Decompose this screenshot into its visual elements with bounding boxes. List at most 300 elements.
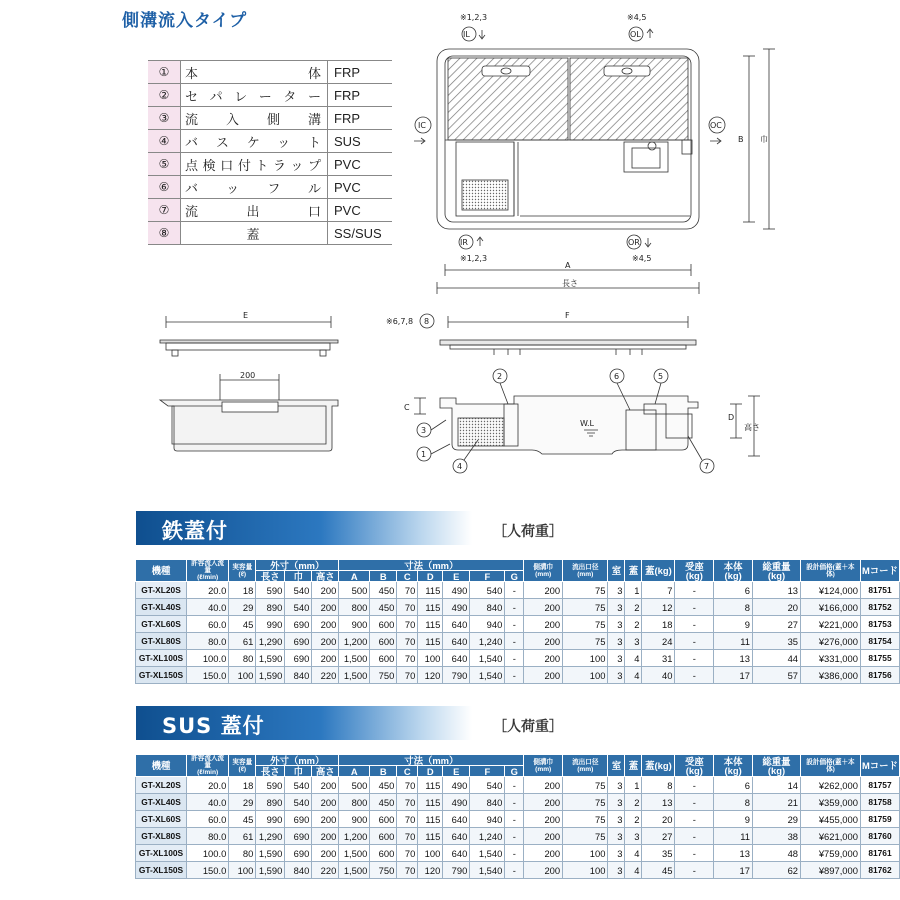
cell-seat-kg: -	[675, 811, 714, 828]
dim-c: C	[404, 403, 410, 412]
cell-a: 500	[339, 582, 370, 599]
header-dims: 寸法（mm）	[339, 755, 524, 766]
cell-lid-kg: 12	[642, 599, 675, 616]
cell-b: 600	[370, 650, 397, 667]
cell-cap: 29	[229, 794, 256, 811]
cell-seat-kg: -	[675, 650, 714, 667]
cell-body-kg: 8	[714, 794, 753, 811]
header-length: 長さ	[256, 766, 285, 777]
note-678: ※6,7,8	[386, 317, 414, 326]
cell-code: 81756	[860, 667, 899, 684]
header-e: E	[443, 766, 470, 777]
water-level-label: W.L	[580, 419, 594, 428]
cell-model: GT-XL20S	[136, 582, 187, 599]
cell-rooms: 3	[608, 633, 625, 650]
cell-model: GT-XL100S	[136, 845, 187, 862]
cell-lids: 3	[625, 633, 642, 650]
cell-d: 115	[418, 794, 443, 811]
cell-lid-kg: 45	[642, 862, 675, 879]
cell-lids: 3	[625, 828, 642, 845]
dim-b: B	[738, 135, 744, 144]
cell-len: 1,590	[256, 650, 285, 667]
cell-ditch: 200	[524, 828, 563, 845]
cell-hgt: 220	[312, 667, 339, 684]
cell-wid: 690	[285, 828, 312, 845]
cell-model: GT-XL150S	[136, 862, 187, 879]
cell-ditch: 200	[524, 599, 563, 616]
header-e: E	[443, 571, 470, 582]
cell-rooms: 3	[608, 811, 625, 828]
cell-cap: 80	[229, 650, 256, 667]
ol-label: OL	[630, 30, 641, 39]
part-material: FRP	[328, 84, 393, 107]
cell-price: ¥276,000	[801, 633, 861, 650]
part-number: ⑧	[148, 222, 181, 245]
part-material: PVC	[328, 176, 393, 199]
cell-lid-kg: 27	[642, 828, 675, 845]
cell-e: 640	[443, 828, 470, 845]
cell-hgt: 200	[312, 794, 339, 811]
cell-price: ¥455,000	[801, 811, 861, 828]
cell-ditch: 200	[524, 862, 563, 879]
cell-a: 900	[339, 616, 370, 633]
header-lid-kg: 蓋(kg)	[642, 755, 675, 777]
cell-price: ¥221,000	[801, 616, 861, 633]
cell-body-kg: 8	[714, 599, 753, 616]
header-ditch: 側溝巾(mm)	[524, 755, 563, 777]
cell-c: 70	[397, 862, 418, 879]
callout-1: 1	[421, 450, 427, 459]
flow-unit: (ℓ/min)	[197, 769, 219, 776]
cell-cap: 45	[229, 811, 256, 828]
cell-lids: 2	[625, 616, 642, 633]
header-seat-kg: 受座(kg)	[675, 755, 714, 777]
ir-label: IR	[460, 238, 468, 247]
header-lids: 蓋	[625, 755, 642, 777]
cell-f: 840	[470, 794, 505, 811]
cell-c: 70	[397, 616, 418, 633]
table-row	[136, 794, 900, 811]
cell-lid-kg: 31	[642, 650, 675, 667]
cell-lid-kg: 13	[642, 794, 675, 811]
cell-a: 900	[339, 811, 370, 828]
part-material: FRP	[328, 61, 393, 84]
cell-g: -	[505, 599, 524, 616]
cell-body-kg: 6	[714, 582, 753, 599]
cell-lid-kg: 24	[642, 633, 675, 650]
cell-f: 1,240	[470, 633, 505, 650]
cell-d: 115	[418, 828, 443, 845]
cell-price: ¥359,000	[801, 794, 861, 811]
cell-hgt: 200	[312, 599, 339, 616]
table-row	[136, 777, 900, 794]
cell-lid-kg: 20	[642, 811, 675, 828]
cell-code: 81760	[860, 828, 899, 845]
cell-body-kg: 13	[714, 650, 753, 667]
header-g: G	[505, 571, 524, 582]
cell-seat-kg: -	[675, 616, 714, 633]
cell-hgt: 200	[312, 828, 339, 845]
cell-hgt: 200	[312, 777, 339, 794]
cell-wid: 840	[285, 667, 312, 684]
cell-price: ¥759,000	[801, 845, 861, 862]
header-total-kg: 総重量(kg)	[752, 560, 800, 582]
cell-a: 1,500	[339, 845, 370, 862]
header-flow: 許容流入流量 (ℓ/min)	[187, 755, 229, 777]
cell-f: 1,240	[470, 828, 505, 845]
cell-a: 800	[339, 794, 370, 811]
cell-ditch: 200	[524, 794, 563, 811]
cell-lids: 4	[625, 845, 642, 862]
cell-hgt: 200	[312, 650, 339, 667]
cell-ditch: 200	[524, 650, 563, 667]
cell-seat-kg: -	[675, 794, 714, 811]
cell-model: GT-XL80S	[136, 828, 187, 845]
cell-code: 81762	[860, 862, 899, 879]
cell-price: ¥386,000	[801, 667, 861, 684]
cell-e: 490	[443, 794, 470, 811]
part-name: 点検口付トラップ	[181, 153, 328, 176]
cell-rooms: 3	[608, 862, 625, 879]
cell-rooms: 3	[608, 599, 625, 616]
cell-d: 115	[418, 599, 443, 616]
cell-wid: 540	[285, 777, 312, 794]
header-lid-kg: 蓋(kg)	[642, 560, 675, 582]
cell-flow: 60.0	[187, 616, 229, 633]
cell-code: 81759	[860, 811, 899, 828]
header-f: F	[470, 571, 505, 582]
cell-f: 540	[470, 582, 505, 599]
cell-flow: 20.0	[187, 777, 229, 794]
cell-lid-kg: 18	[642, 616, 675, 633]
cell-hgt: 200	[312, 845, 339, 862]
cell-flow: 80.0	[187, 633, 229, 650]
cell-total-kg: 48	[752, 845, 800, 862]
cell-a: 500	[339, 777, 370, 794]
il-label: IL	[463, 30, 470, 39]
cell-c: 70	[397, 828, 418, 845]
cell-c: 70	[397, 794, 418, 811]
cell-rooms: 3	[608, 616, 625, 633]
header-b: B	[370, 571, 397, 582]
cell-body-kg: 13	[714, 845, 753, 862]
body-section-view	[160, 371, 338, 451]
cell-wid: 690	[285, 633, 312, 650]
cell-cap: 61	[229, 828, 256, 845]
cell-lids: 1	[625, 777, 642, 794]
cell-seat-kg: -	[675, 845, 714, 862]
cell-a: 1,200	[339, 828, 370, 845]
cell-body-kg: 11	[714, 828, 753, 845]
cell-e: 790	[443, 667, 470, 684]
cell-seat-kg: -	[675, 667, 714, 684]
cell-len: 890	[256, 599, 285, 616]
cell-seat-kg: -	[675, 777, 714, 794]
cell-outlet: 75	[563, 794, 608, 811]
header-outlet: 流出口径(mm)	[563, 560, 608, 582]
cell-model: GT-XL60S	[136, 811, 187, 828]
part-material: PVC	[328, 153, 393, 176]
callout-3: 3	[421, 426, 427, 435]
cell-outlet: 75	[563, 599, 608, 616]
cell-d: 115	[418, 633, 443, 650]
table-row	[136, 828, 900, 845]
cell-outlet: 100	[563, 862, 608, 879]
header-g: G	[505, 766, 524, 777]
cell-g: -	[505, 582, 524, 599]
cell-outlet: 100	[563, 650, 608, 667]
or-label: OR	[628, 238, 640, 247]
cell-lids: 4	[625, 667, 642, 684]
cell-ditch: 200	[524, 777, 563, 794]
cell-wid: 540	[285, 599, 312, 616]
part-number: ④	[148, 130, 181, 153]
cell-wid: 540	[285, 794, 312, 811]
header-capacity: 実容量 (ℓ)	[229, 755, 256, 777]
cell-cap: 18	[229, 777, 256, 794]
dim-length: 長さ	[562, 279, 578, 288]
cell-code: 81752	[860, 599, 899, 616]
cell-d: 115	[418, 777, 443, 794]
part-name: バッフル	[181, 176, 328, 199]
or-note: ※4,5	[632, 254, 652, 263]
cell-seat-kg: -	[675, 862, 714, 879]
oc-label: OC	[710, 121, 722, 130]
table-row	[136, 616, 900, 633]
cell-cap: 29	[229, 599, 256, 616]
cell-body-kg: 9	[714, 616, 753, 633]
header-height: 高さ	[312, 571, 339, 582]
table-row	[136, 667, 900, 684]
cell-e: 790	[443, 862, 470, 879]
cell-d: 120	[418, 862, 443, 879]
header-model: 機種	[136, 755, 187, 777]
cell-d: 100	[418, 650, 443, 667]
cell-wid: 690	[285, 845, 312, 862]
cell-len: 590	[256, 777, 285, 794]
cell-e: 640	[443, 650, 470, 667]
cell-a: 1,200	[339, 633, 370, 650]
header-d: D	[418, 571, 443, 582]
callout-4: 4	[457, 462, 463, 471]
header-rooms: 室	[608, 755, 625, 777]
part-name: セパレーター	[181, 84, 328, 107]
cell-lids: 4	[625, 862, 642, 879]
section-banner-iron	[136, 511, 472, 545]
il-note: ※1,2,3	[460, 13, 488, 22]
header-lids: 蓋	[625, 560, 642, 582]
table-row	[136, 599, 900, 616]
cell-outlet: 75	[563, 828, 608, 845]
cell-lids: 4	[625, 650, 642, 667]
table-row	[136, 650, 900, 667]
cell-flow: 40.0	[187, 599, 229, 616]
cell-wid: 690	[285, 811, 312, 828]
cell-ditch: 200	[524, 845, 563, 862]
header-width: 巾	[285, 571, 312, 582]
cell-outlet: 100	[563, 667, 608, 684]
cell-c: 70	[397, 845, 418, 862]
cell-wid: 690	[285, 616, 312, 633]
table-row	[136, 582, 900, 599]
cell-cap: 80	[229, 845, 256, 862]
cell-rooms: 3	[608, 582, 625, 599]
cell-seat-kg: -	[675, 599, 714, 616]
table-row	[136, 845, 900, 862]
header-price: 設計価格(蓋＋本体)	[801, 560, 861, 582]
part-number: ⑦	[148, 199, 181, 222]
cell-len: 990	[256, 811, 285, 828]
top-view	[414, 13, 775, 294]
cell-a: 1,500	[339, 650, 370, 667]
part-name: バスケット	[181, 130, 328, 153]
cell-model: GT-XL60S	[136, 616, 187, 633]
part-number: ⑥	[148, 176, 181, 199]
header-outer: 外寸（mm）	[256, 755, 339, 766]
cell-price: ¥262,000	[801, 777, 861, 794]
cell-outlet: 75	[563, 811, 608, 828]
part-number: ①	[148, 61, 181, 84]
ir-note: ※1,2,3	[460, 254, 488, 263]
cell-c: 70	[397, 599, 418, 616]
header-d: D	[418, 766, 443, 777]
dim-a: A	[565, 261, 571, 270]
header-mcode: Mコード	[860, 755, 899, 777]
part-name: 流入側溝	[181, 107, 328, 130]
cell-g: -	[505, 811, 524, 828]
cell-b: 750	[370, 862, 397, 879]
section-banner-sus	[136, 706, 472, 740]
cell-e: 640	[443, 633, 470, 650]
ic-label: IC	[418, 121, 426, 130]
capacity-unit: (ℓ)	[238, 570, 247, 578]
cell-g: -	[505, 845, 524, 862]
header-outlet: 流出口径(mm)	[563, 755, 608, 777]
cell-g: -	[505, 667, 524, 684]
dim-f: F	[565, 311, 570, 320]
cell-b: 450	[370, 599, 397, 616]
dim-200: 200	[240, 371, 256, 380]
table-row	[136, 862, 900, 879]
cell-model: GT-XL80S	[136, 633, 187, 650]
cell-lid-kg: 35	[642, 845, 675, 862]
cell-d: 115	[418, 811, 443, 828]
dim-e: E	[243, 311, 249, 320]
cell-lids: 2	[625, 599, 642, 616]
cell-seat-kg: -	[675, 633, 714, 650]
part-material: PVC	[328, 199, 393, 222]
cell-g: -	[505, 616, 524, 633]
header-seat-kg: 受座(kg)	[675, 560, 714, 582]
cell-price: ¥166,000	[801, 599, 861, 616]
cell-ditch: 200	[524, 811, 563, 828]
cell-code: 81761	[860, 845, 899, 862]
cell-g: -	[505, 794, 524, 811]
cell-total-kg: 20	[752, 599, 800, 616]
cell-body-kg: 17	[714, 862, 753, 879]
dim-height: 高さ	[744, 423, 760, 432]
cell-lid-kg: 8	[642, 777, 675, 794]
cell-e: 490	[443, 599, 470, 616]
cell-wid: 540	[285, 582, 312, 599]
table-row	[136, 633, 900, 650]
header-dims: 寸法（mm）	[339, 560, 524, 571]
cell-outlet: 75	[563, 582, 608, 599]
header-a: A	[339, 766, 370, 777]
cell-total-kg: 35	[752, 633, 800, 650]
header-price: 設計価格(蓋＋本体)	[801, 755, 861, 777]
cell-lid-kg: 7	[642, 582, 675, 599]
cell-code: 81758	[860, 794, 899, 811]
callout-7: 7	[704, 462, 710, 471]
cell-e: 490	[443, 582, 470, 599]
cell-rooms: 3	[608, 777, 625, 794]
part-material: SS/SUS	[328, 222, 393, 245]
tank-side-view	[404, 369, 760, 473]
cell-seat-kg: -	[675, 582, 714, 599]
cell-model: GT-XL20S	[136, 777, 187, 794]
cell-hgt: 200	[312, 633, 339, 650]
cell-hgt: 200	[312, 811, 339, 828]
cell-d: 115	[418, 616, 443, 633]
cell-c: 70	[397, 811, 418, 828]
cell-flow: 60.0	[187, 811, 229, 828]
cell-c: 70	[397, 667, 418, 684]
cell-price: ¥124,000	[801, 582, 861, 599]
ol-note: ※4,5	[627, 13, 647, 22]
cell-rooms: 3	[608, 845, 625, 862]
cell-ditch: 200	[524, 582, 563, 599]
cell-rooms: 3	[608, 828, 625, 845]
cell-f: 840	[470, 599, 505, 616]
cell-lids: 2	[625, 794, 642, 811]
table-row	[136, 811, 900, 828]
header-capacity: 実容量 (ℓ)	[229, 560, 256, 582]
cell-b: 450	[370, 777, 397, 794]
section-tag-sus: ［人荷重］	[493, 719, 563, 735]
dim-width: 巾	[760, 135, 768, 144]
cell-d: 120	[418, 667, 443, 684]
cell-code: 81753	[860, 616, 899, 633]
cell-f: 940	[470, 616, 505, 633]
spec-table-iron	[135, 559, 900, 684]
header-width: 巾	[285, 766, 312, 777]
callout-6: 6	[614, 372, 620, 381]
cell-total-kg: 62	[752, 862, 800, 879]
cell-e: 640	[443, 845, 470, 862]
header-row	[136, 560, 900, 571]
cell-price: ¥897,000	[801, 862, 861, 879]
cell-e: 490	[443, 777, 470, 794]
cell-g: -	[505, 777, 524, 794]
header-outer: 外寸（mm）	[256, 560, 339, 571]
header-row	[136, 755, 900, 766]
cell-ditch: 200	[524, 633, 563, 650]
cell-c: 70	[397, 633, 418, 650]
page-title: 側溝流入タイプ	[122, 11, 248, 31]
dim-d: D	[728, 413, 735, 422]
cell-model: GT-XL100S	[136, 650, 187, 667]
part-number: ⑤	[148, 153, 181, 176]
cell-b: 600	[370, 616, 397, 633]
callout-5: 5	[658, 372, 664, 381]
spec-table-sus	[135, 754, 900, 879]
cell-hgt: 200	[312, 616, 339, 633]
cell-len: 1,590	[256, 667, 285, 684]
header-body-kg: 本体(kg)	[714, 560, 753, 582]
cell-b: 450	[370, 794, 397, 811]
cell-total-kg: 57	[752, 667, 800, 684]
